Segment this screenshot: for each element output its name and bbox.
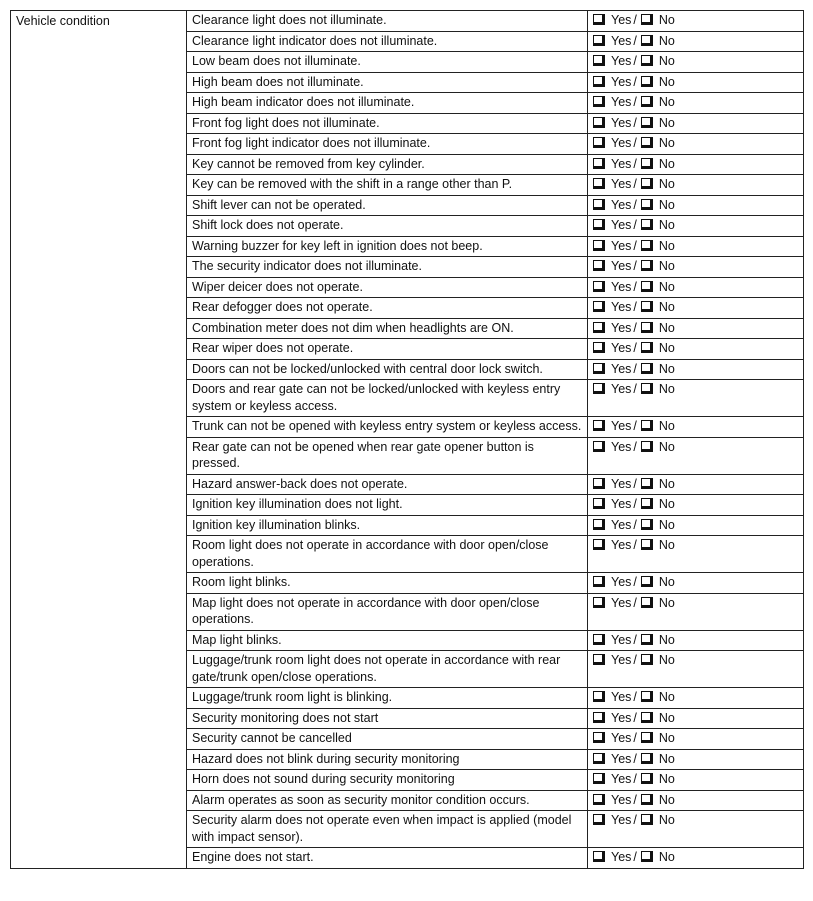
no-label: No	[658, 751, 675, 766]
no-checkbox[interactable]	[641, 199, 653, 210]
no-checkbox[interactable]	[641, 137, 653, 148]
yes-label: Yes	[611, 476, 632, 491]
no-label: No	[658, 419, 675, 433]
answer-cell	[588, 536, 804, 573]
no-label: No	[658, 476, 675, 491]
category-label: Vehicle condition	[11, 11, 187, 869]
yes-label: Yes	[611, 279, 632, 294]
answer-cell	[588, 52, 804, 73]
no-checkbox[interactable]	[641, 158, 653, 169]
condition-text: Clearance light indicator does not illuminate.	[187, 31, 588, 52]
answer-cell	[588, 11, 804, 32]
condition-text: The security indicator does not illuminate.	[187, 257, 588, 278]
answer-cell	[588, 216, 804, 237]
answer-cell	[588, 298, 804, 319]
yes-label: Yes	[611, 259, 632, 273]
answer-cell	[588, 474, 804, 495]
yes-label: Yes	[611, 13, 632, 27]
separator: /	[633, 653, 637, 667]
no-checkbox[interactable]	[641, 576, 653, 587]
yes-checkbox[interactable]	[593, 794, 605, 805]
no-checkbox[interactable]	[641, 342, 653, 353]
no-checkbox[interactable]	[641, 441, 653, 452]
answer-cell	[588, 749, 804, 770]
condition-text: Combination meter does not dim when headlights are ON.	[187, 318, 588, 339]
separator: /	[633, 690, 637, 704]
condition-text: Shift lock does not operate.	[187, 216, 588, 237]
yes-label: Yes	[611, 115, 632, 130]
no-checkbox[interactable]	[641, 712, 653, 723]
separator: /	[633, 538, 637, 552]
answer-cell	[588, 339, 804, 360]
separator: /	[633, 279, 637, 294]
separator: /	[633, 710, 637, 725]
condition-text: Alarm operates as soon as security monitor condition occurs.	[187, 790, 588, 811]
yes-checkbox[interactable]	[593, 420, 605, 431]
answer-cell	[588, 811, 804, 848]
no-checkbox[interactable]	[641, 634, 653, 645]
no-checkbox[interactable]	[641, 851, 653, 862]
condition-text: Security alarm does not operate even when impact is applied (model with impact sensor).	[187, 811, 588, 848]
condition-text: Luggage/trunk room light does not operate in accordance with rear gate/trunk open/close operations.	[187, 651, 588, 688]
yes-label: Yes	[611, 300, 632, 314]
condition-text: Horn does not sound during security monitoring	[187, 770, 588, 791]
no-checkbox[interactable]	[641, 794, 653, 805]
answer-cell	[588, 318, 804, 339]
separator: /	[633, 792, 637, 807]
yes-label: Yes	[611, 341, 632, 355]
no-checkbox[interactable]	[641, 96, 653, 107]
no-checkbox[interactable]	[641, 322, 653, 333]
answer-cell	[588, 359, 804, 380]
answer-cell	[588, 729, 804, 750]
no-label: No	[658, 279, 675, 294]
condition-text: Rear defogger does not operate.	[187, 298, 588, 319]
no-label: No	[658, 538, 675, 552]
no-label: No	[658, 177, 675, 191]
yes-checkbox[interactable]	[593, 441, 605, 452]
no-label: No	[658, 33, 675, 48]
yes-label: Yes	[611, 95, 632, 109]
no-label: No	[658, 74, 675, 89]
no-checkbox[interactable]	[641, 383, 653, 394]
no-checkbox[interactable]	[641, 478, 653, 489]
condition-text: High beam does not illuminate.	[187, 72, 588, 93]
no-checkbox[interactable]	[641, 240, 653, 251]
yes-checkbox[interactable]	[593, 158, 605, 169]
yes-checkbox[interactable]	[593, 634, 605, 645]
condition-text: Security monitoring does not start	[187, 708, 588, 729]
answer-cell	[588, 31, 804, 52]
separator: /	[633, 238, 637, 253]
yes-label: Yes	[611, 361, 632, 376]
separator: /	[633, 751, 637, 766]
condition-text: Shift lever can not be operated.	[187, 195, 588, 216]
answer-cell	[588, 848, 804, 869]
no-label: No	[658, 320, 675, 335]
answer-cell	[588, 236, 804, 257]
no-checkbox[interactable]	[641, 519, 653, 530]
separator: /	[633, 197, 637, 212]
answer-cell	[588, 573, 804, 594]
yes-label: Yes	[611, 497, 632, 511]
yes-checkbox[interactable]	[593, 137, 605, 148]
yes-label: Yes	[611, 177, 632, 191]
no-label: No	[658, 136, 675, 150]
no-label: No	[658, 197, 675, 212]
answer-cell	[588, 93, 804, 114]
condition-text: Front fog light indicator does not illuminate.	[187, 134, 588, 155]
no-label: No	[658, 95, 675, 109]
yes-checkbox[interactable]	[593, 576, 605, 587]
yes-checkbox[interactable]	[593, 851, 605, 862]
no-label: No	[658, 218, 675, 232]
yes-label: Yes	[611, 517, 632, 532]
yes-label: Yes	[611, 772, 632, 786]
no-label: No	[658, 13, 675, 27]
separator: /	[633, 517, 637, 532]
yes-checkbox[interactable]	[593, 654, 605, 665]
no-label: No	[658, 710, 675, 725]
yes-label: Yes	[611, 218, 632, 232]
yes-checkbox[interactable]	[593, 281, 605, 292]
no-checkbox[interactable]	[641, 55, 653, 66]
separator: /	[633, 772, 637, 786]
separator: /	[633, 218, 637, 232]
condition-text: Key can be removed with the shift in a range other than P.	[187, 175, 588, 196]
no-label: No	[658, 813, 675, 827]
answer-cell	[588, 708, 804, 729]
separator: /	[633, 136, 637, 150]
separator: /	[633, 850, 637, 864]
no-checkbox[interactable]	[641, 35, 653, 46]
yes-label: Yes	[611, 197, 632, 212]
yes-label: Yes	[611, 751, 632, 766]
yes-checkbox[interactable]	[593, 260, 605, 271]
yes-checkbox[interactable]	[593, 199, 605, 210]
yes-checkbox[interactable]	[593, 753, 605, 764]
no-checkbox[interactable]	[641, 420, 653, 431]
no-checkbox[interactable]	[641, 597, 653, 608]
yes-checkbox[interactable]	[593, 219, 605, 230]
no-label: No	[658, 341, 675, 355]
yes-checkbox[interactable]	[593, 712, 605, 723]
vehicle-condition-checklist	[10, 10, 803, 869]
yes-label: Yes	[611, 792, 632, 807]
separator: /	[633, 497, 637, 511]
answer-cell	[588, 593, 804, 630]
checklist-table	[10, 10, 804, 869]
no-label: No	[658, 497, 675, 511]
no-checkbox[interactable]	[641, 773, 653, 784]
answer-cell	[588, 790, 804, 811]
yes-checkbox[interactable]	[593, 342, 605, 353]
yes-checkbox[interactable]	[593, 773, 605, 784]
yes-label: Yes	[611, 538, 632, 552]
no-checkbox[interactable]	[641, 732, 653, 743]
answer-cell	[588, 437, 804, 474]
answer-cell	[588, 257, 804, 278]
condition-text: Map light does not operate in accordance with door open/close operations.	[187, 593, 588, 630]
yes-label: Yes	[611, 575, 632, 589]
no-checkbox[interactable]	[641, 219, 653, 230]
answer-cell	[588, 651, 804, 688]
yes-checkbox[interactable]	[593, 814, 605, 825]
no-label: No	[658, 850, 675, 864]
condition-text: Wiper deicer does not operate.	[187, 277, 588, 298]
separator: /	[633, 177, 637, 191]
yes-label: Yes	[611, 595, 632, 610]
separator: /	[633, 259, 637, 273]
yes-checkbox[interactable]	[593, 597, 605, 608]
separator: /	[633, 419, 637, 433]
condition-text: Low beam does not illuminate.	[187, 52, 588, 73]
condition-text: Room light does not operate in accordance with door open/close operations.	[187, 536, 588, 573]
no-label: No	[658, 731, 675, 745]
no-label: No	[658, 259, 675, 273]
yes-label: Yes	[611, 813, 632, 827]
no-label: No	[658, 115, 675, 130]
yes-label: Yes	[611, 320, 632, 335]
no-label: No	[658, 517, 675, 532]
answer-cell	[588, 113, 804, 134]
no-label: No	[658, 653, 675, 667]
condition-text: Engine does not start.	[187, 848, 588, 869]
no-checkbox[interactable]	[641, 76, 653, 87]
yes-label: Yes	[611, 74, 632, 89]
condition-text: Hazard does not blink during security monitoring	[187, 749, 588, 770]
no-checkbox[interactable]	[641, 814, 653, 825]
separator: /	[633, 54, 637, 68]
separator: /	[633, 476, 637, 491]
no-checkbox[interactable]	[641, 260, 653, 271]
condition-text: Ignition key illumination does not light.	[187, 495, 588, 516]
answer-cell	[588, 195, 804, 216]
answer-cell	[588, 495, 804, 516]
no-label: No	[658, 156, 675, 171]
no-label: No	[658, 772, 675, 786]
condition-text: Clearance light does not illuminate.	[187, 11, 588, 32]
yes-label: Yes	[611, 419, 632, 433]
separator: /	[633, 595, 637, 610]
answer-cell	[588, 770, 804, 791]
no-checkbox[interactable]	[641, 753, 653, 764]
yes-checkbox[interactable]	[593, 178, 605, 189]
yes-label: Yes	[611, 653, 632, 667]
no-checkbox[interactable]	[641, 363, 653, 374]
yes-checkbox[interactable]	[593, 478, 605, 489]
yes-label: Yes	[611, 238, 632, 253]
condition-text: Rear gate can not be opened when rear gate opener button is pressed.	[187, 437, 588, 474]
yes-checkbox[interactable]	[593, 691, 605, 702]
yes-label: Yes	[611, 33, 632, 48]
separator: /	[633, 813, 637, 827]
no-label: No	[658, 632, 675, 647]
yes-checkbox[interactable]	[593, 55, 605, 66]
condition-text: Trunk can not be opened with keyless entry system or keyless access.	[187, 417, 588, 438]
yes-label: Yes	[611, 54, 632, 68]
separator: /	[633, 439, 637, 454]
separator: /	[633, 320, 637, 335]
yes-checkbox[interactable]	[593, 96, 605, 107]
answer-cell	[588, 380, 804, 417]
condition-text: Map light blinks.	[187, 630, 588, 651]
yes-label: Yes	[611, 136, 632, 150]
yes-checkbox[interactable]	[593, 76, 605, 87]
no-label: No	[658, 238, 675, 253]
answer-cell	[588, 515, 804, 536]
separator: /	[633, 731, 637, 745]
yes-label: Yes	[611, 850, 632, 864]
yes-checkbox[interactable]	[593, 519, 605, 530]
yes-checkbox[interactable]	[593, 35, 605, 46]
separator: /	[633, 13, 637, 27]
yes-checkbox[interactable]	[593, 732, 605, 743]
separator: /	[633, 632, 637, 647]
yes-label: Yes	[611, 439, 632, 454]
no-checkbox[interactable]	[641, 117, 653, 128]
no-label: No	[658, 439, 675, 454]
yes-label: Yes	[611, 382, 632, 396]
no-label: No	[658, 690, 675, 704]
answer-cell	[588, 630, 804, 651]
condition-text: Front fog light does not illuminate.	[187, 113, 588, 134]
no-label: No	[658, 300, 675, 314]
yes-checkbox[interactable]	[593, 383, 605, 394]
yes-label: Yes	[611, 731, 632, 745]
table-row	[11, 11, 804, 32]
condition-text: Luggage/trunk room light is blinking.	[187, 688, 588, 709]
answer-cell	[588, 154, 804, 175]
no-checkbox[interactable]	[641, 654, 653, 665]
condition-text: High beam indicator does not illuminate.	[187, 93, 588, 114]
separator: /	[633, 575, 637, 589]
no-checkbox[interactable]	[641, 178, 653, 189]
separator: /	[633, 361, 637, 376]
condition-text: Key cannot be removed from key cylinder.	[187, 154, 588, 175]
no-checkbox[interactable]	[641, 691, 653, 702]
no-label: No	[658, 792, 675, 807]
condition-text: Doors can not be locked/unlocked with central door lock switch.	[187, 359, 588, 380]
yes-checkbox[interactable]	[593, 14, 605, 25]
no-label: No	[658, 595, 675, 610]
answer-cell	[588, 688, 804, 709]
answer-cell	[588, 277, 804, 298]
yes-checkbox[interactable]	[593, 539, 605, 550]
separator: /	[633, 95, 637, 109]
answer-cell	[588, 175, 804, 196]
condition-text: Ignition key illumination blinks.	[187, 515, 588, 536]
yes-label: Yes	[611, 690, 632, 704]
no-label: No	[658, 382, 675, 396]
condition-text: Doors and rear gate can not be locked/unlocked with keyless entry system or keyless access.	[187, 380, 588, 417]
separator: /	[633, 300, 637, 314]
yes-label: Yes	[611, 710, 632, 725]
yes-checkbox[interactable]	[593, 301, 605, 312]
answer-cell	[588, 417, 804, 438]
separator: /	[633, 74, 637, 89]
condition-text: Warning buzzer for key left in ignition does not beep.	[187, 236, 588, 257]
answer-cell	[588, 134, 804, 155]
yes-checkbox[interactable]	[593, 117, 605, 128]
yes-label: Yes	[611, 156, 632, 171]
condition-text: Rear wiper does not operate.	[187, 339, 588, 360]
condition-text: Room light blinks.	[187, 573, 588, 594]
yes-label: Yes	[611, 632, 632, 647]
condition-text: Hazard answer-back does not operate.	[187, 474, 588, 495]
no-checkbox[interactable]	[641, 281, 653, 292]
yes-checkbox[interactable]	[593, 498, 605, 509]
separator: /	[633, 156, 637, 171]
condition-text: Security cannot be cancelled	[187, 729, 588, 750]
separator: /	[633, 115, 637, 130]
answer-cell	[588, 72, 804, 93]
yes-checkbox[interactable]	[593, 240, 605, 251]
yes-checkbox[interactable]	[593, 322, 605, 333]
yes-checkbox[interactable]	[593, 363, 605, 374]
separator: /	[633, 341, 637, 355]
no-checkbox[interactable]	[641, 301, 653, 312]
no-label: No	[658, 361, 675, 376]
no-label: No	[658, 54, 675, 68]
no-label: No	[658, 575, 675, 589]
separator: /	[633, 382, 637, 396]
separator: /	[633, 33, 637, 48]
no-checkbox[interactable]	[641, 498, 653, 509]
no-checkbox[interactable]	[641, 14, 653, 25]
no-checkbox[interactable]	[641, 539, 653, 550]
